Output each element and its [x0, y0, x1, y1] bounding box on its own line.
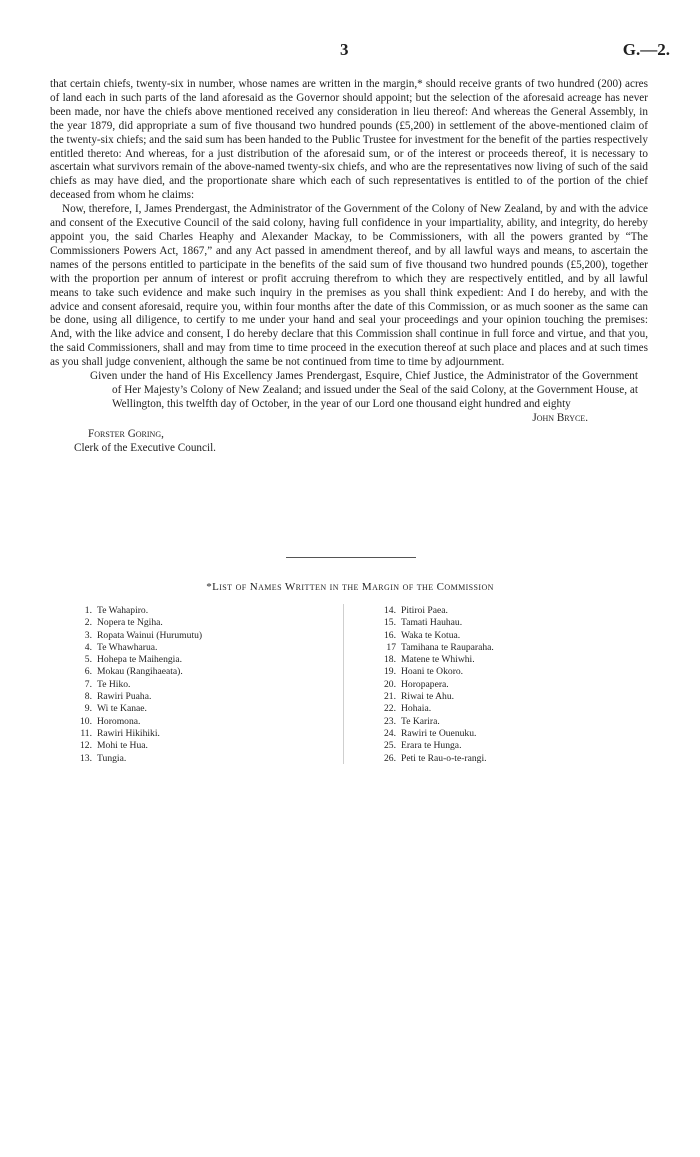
list-item-name: Te Karira. [401, 715, 440, 727]
list-item-number: 3. [84, 629, 92, 641]
list-item [370, 691, 650, 703]
list-item [66, 728, 326, 740]
list-item [66, 654, 326, 666]
list-item-number: 11. [80, 727, 92, 739]
list-item-name: Hohepa te Maihengia. [97, 654, 182, 666]
list-item [66, 666, 326, 678]
list-item-number: 26. [384, 752, 396, 764]
list-item-number: 10. [80, 715, 92, 727]
list-item [66, 716, 326, 728]
list-item-number: 22. [384, 703, 396, 715]
list-item-name: Peti te Rau-o-te-rangi. [401, 752, 487, 764]
list-item-number: 17 [386, 641, 396, 653]
list-item-number: 5. [84, 654, 92, 666]
names-list-right-column [370, 605, 650, 765]
list-item-name: Hohaia. [401, 703, 432, 715]
list-item-number: 20. [384, 678, 396, 690]
list-item [66, 630, 326, 642]
list-item [370, 728, 650, 740]
list-item-name: Pitiroi Paea. [401, 605, 448, 616]
names-list-title: *List of Names Written in the Margin of the Commission [206, 581, 494, 593]
column-divider [343, 604, 344, 764]
names-list-left-column [66, 605, 326, 765]
list-item-number: 14. [384, 605, 396, 616]
list-item-name: Riwai te Ahu. [401, 691, 455, 703]
list-item [66, 753, 326, 765]
signatory-name: John Bryce. [532, 411, 588, 424]
list-item-name: Mohi te Hua. [97, 740, 148, 752]
list-item [66, 740, 326, 752]
paragraph-appointment: Now, therefore, I, James Prendergast, the Administrator of the Government of the Colony of New Zealand, by and with the advice and consent of the Executive Council of the said colony, having full confidence in your impartiality, ability, and integrity, do hereby appoint you, the said Charles Heaphy and Alexander Mackay, to be Commissioners, with all the powers granted by “The Commissioners Powers Act, 1867,” and any Act passed in amendment thereof, and by all lawful ways and means, to ascertain the names of the persons entitled to participate in the benefits of the said sum of five thousand two hundred pounds (£5,200), together with the proportion per annum of interest or profit accruing therefrom to which they are respectively entitled, and by all lawful means to take such evidence and make such inquiry in the premises as you shall think expedient: And I do hereby, and with the advice and consent aforesaid, require you, within four months after the date of this Commission, or as much sooner as the same can be done, using all diligence, to certify to me under your hand and seal your proceedings and your opinion touching the premises: And, with the like advice and consent, I do hereby declare that this Commission shall continue in full force and virtue, and that you, the said Commissioners, shall and may from time to time proceed in the execution thereof at such place and places and at such times as you shall judge convenient, although the same be not continued from time to time by adjournment. [50, 203, 648, 369]
page-header [0, 40, 700, 64]
list-item-name: Mokau (Rangihaeata). [97, 666, 183, 678]
list-item-number: 21. [384, 691, 396, 703]
list-item-number: 19. [384, 666, 396, 678]
list-item-number: 18. [384, 654, 396, 666]
list-item [370, 617, 650, 629]
list-item-name: Tamihana te Rauparaha. [401, 641, 494, 653]
list-item-name: Tamati Hauhau. [401, 617, 463, 629]
list-item-number: 16. [384, 629, 396, 641]
clerk-title: Clerk of the Executive Council. [74, 441, 216, 454]
list-item-number: 23. [384, 715, 396, 727]
list-item [66, 605, 326, 617]
page-number: 3 [340, 40, 349, 59]
list-item-name: Te Hiko. [97, 678, 131, 690]
list-item [370, 753, 650, 765]
list-item-name: Hoani te Okoro. [401, 666, 464, 678]
list-item-number: 25. [384, 740, 396, 752]
list-item-name: Ropata Wainui (Hurumutu) [97, 629, 203, 641]
list-item-name: Wi te Kanae. [97, 703, 147, 715]
list-item-name: Erara te Hunga. [401, 740, 462, 752]
list-item-name: Nopera te Ngiha. [97, 617, 163, 629]
list-item-number: 8. [84, 691, 92, 703]
list-item-number: 6. [84, 666, 92, 678]
list-item [66, 679, 326, 691]
given-under-hand-clause: Given under the hand of His Excellency James Prendergast, Esquire, Chief Justice, the Administrator of the Government of Her Majesty’s Colony of New Zealand; and issued under the Seal of the said Colony, at the Government House, at Wellington, this twelfth day of October, in the year of our Lord one thousand eight hundred and eighty [90, 370, 638, 410]
list-item [370, 630, 650, 642]
list-item-name: Rawiri te Ouenuku. [401, 727, 477, 739]
list-item [66, 617, 326, 629]
list-item-number: 7. [84, 678, 92, 690]
list-item [370, 740, 650, 752]
list-item-name: Waka te Kotua. [401, 629, 461, 641]
list-item [370, 679, 650, 691]
list-item-number: 15. [384, 617, 396, 629]
list-item [66, 642, 326, 654]
list-item-name: Matene te Whiwhi. [401, 654, 475, 666]
list-item [370, 642, 650, 654]
list-item-number: 2. [84, 617, 92, 629]
list-item [370, 666, 650, 678]
clerk-signature-block [50, 428, 648, 456]
list-item-name: Horopapera. [401, 678, 449, 690]
clerk-name: Forster Goring, [88, 427, 164, 440]
list-item-name: Horomona. [97, 715, 141, 727]
commission-body [50, 78, 648, 455]
list-item [66, 691, 326, 703]
list-item-number: 13. [80, 752, 92, 764]
list-item [66, 703, 326, 715]
list-item [370, 654, 650, 666]
list-item-number: 9. [84, 703, 92, 715]
list-item-name: Te Whawharua. [97, 641, 158, 653]
list-item-number: 4. [84, 641, 92, 653]
list-item-name: Te Wahapiro. [97, 605, 149, 616]
list-item-name: Rawiri Puaha. [97, 691, 152, 703]
list-item-name: Tungia. [97, 752, 127, 764]
list-item [370, 716, 650, 728]
paragraph-preamble: that certain chiefs, twenty-six in number, whose names are written in the margin,* should receive grants of two hundred (200) acres of land each in such parts of the land aforesaid as the Governor should appoint; but the selection of the aforesaid acreage has never been made, nor have the chiefs above mentioned received any consideration in lieu thereof: And whereas the General Assembly, in the year 1879, did appropriate a sum of five thousand two hundred pounds (£5,200) in settlement of the above-mentioned claim of the twenty-six chiefs; and the said sum has been handed to the Public Trustee for investment for the benefit of the parties respectively entitled thereto: And whereas, for a just distribution of the aforesaid sum, or of the interest or proceeds thereof, it is necessary to ascertain what survivors remain of the above-named twenty-six chiefs, and who are the representatives now living of such of the said chiefs as may have died, and the proportionate share which each of such representatives is entitled to of the portion of the chief deceased from whom he claims: [50, 78, 648, 202]
list-item-name: Rawiri Hikihiki. [97, 727, 160, 739]
list-item [370, 703, 650, 715]
list-item-number: 12. [80, 740, 92, 752]
list-item-number: 1. [84, 605, 92, 616]
document-reference: G.—2. [622, 40, 670, 59]
section-divider [286, 557, 416, 558]
list-item [370, 605, 650, 617]
list-item-number: 24. [384, 727, 396, 739]
